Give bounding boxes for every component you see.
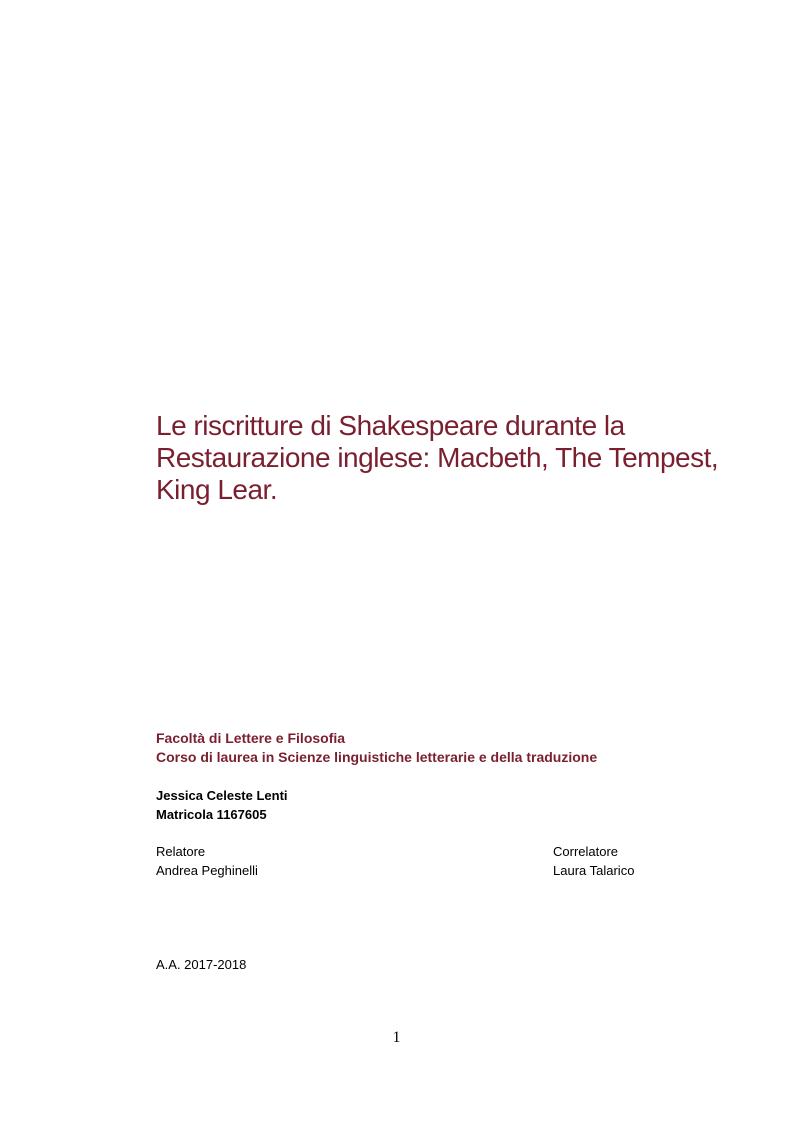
co-supervisor-block (553, 842, 634, 880)
student-block (156, 786, 288, 824)
student-name: Jessica Celeste Lenti (156, 788, 288, 803)
page-number: 1 (392, 1029, 401, 1046)
supervisor-label: Relatore (156, 844, 206, 859)
academic-year: A.A. 2017-2018 (156, 957, 247, 972)
student-id: Matricola 1167605 (156, 807, 267, 822)
co-supervisor-name: Laura Talarico (553, 863, 635, 878)
co-supervisor-label: Correlatore (553, 844, 619, 859)
course-name: Corso di laurea in Scienze linguistiche letterarie e della traduzione (156, 749, 598, 765)
faculty-block (156, 729, 597, 767)
thesis-title-line-3: King Lear. (156, 474, 278, 505)
thesis-title-line-1: Le riscritture di Shakespeare durante la (156, 410, 625, 441)
supervisor-block (156, 842, 258, 880)
thesis-title (156, 410, 756, 506)
faculty-name: Facoltà di Lettere e Filosofia (156, 730, 346, 746)
thesis-title-line-2: Restaurazione inglese: Macbeth, The Tempest, (156, 442, 719, 473)
supervisor-name: Andrea Peghinelli (156, 863, 258, 878)
